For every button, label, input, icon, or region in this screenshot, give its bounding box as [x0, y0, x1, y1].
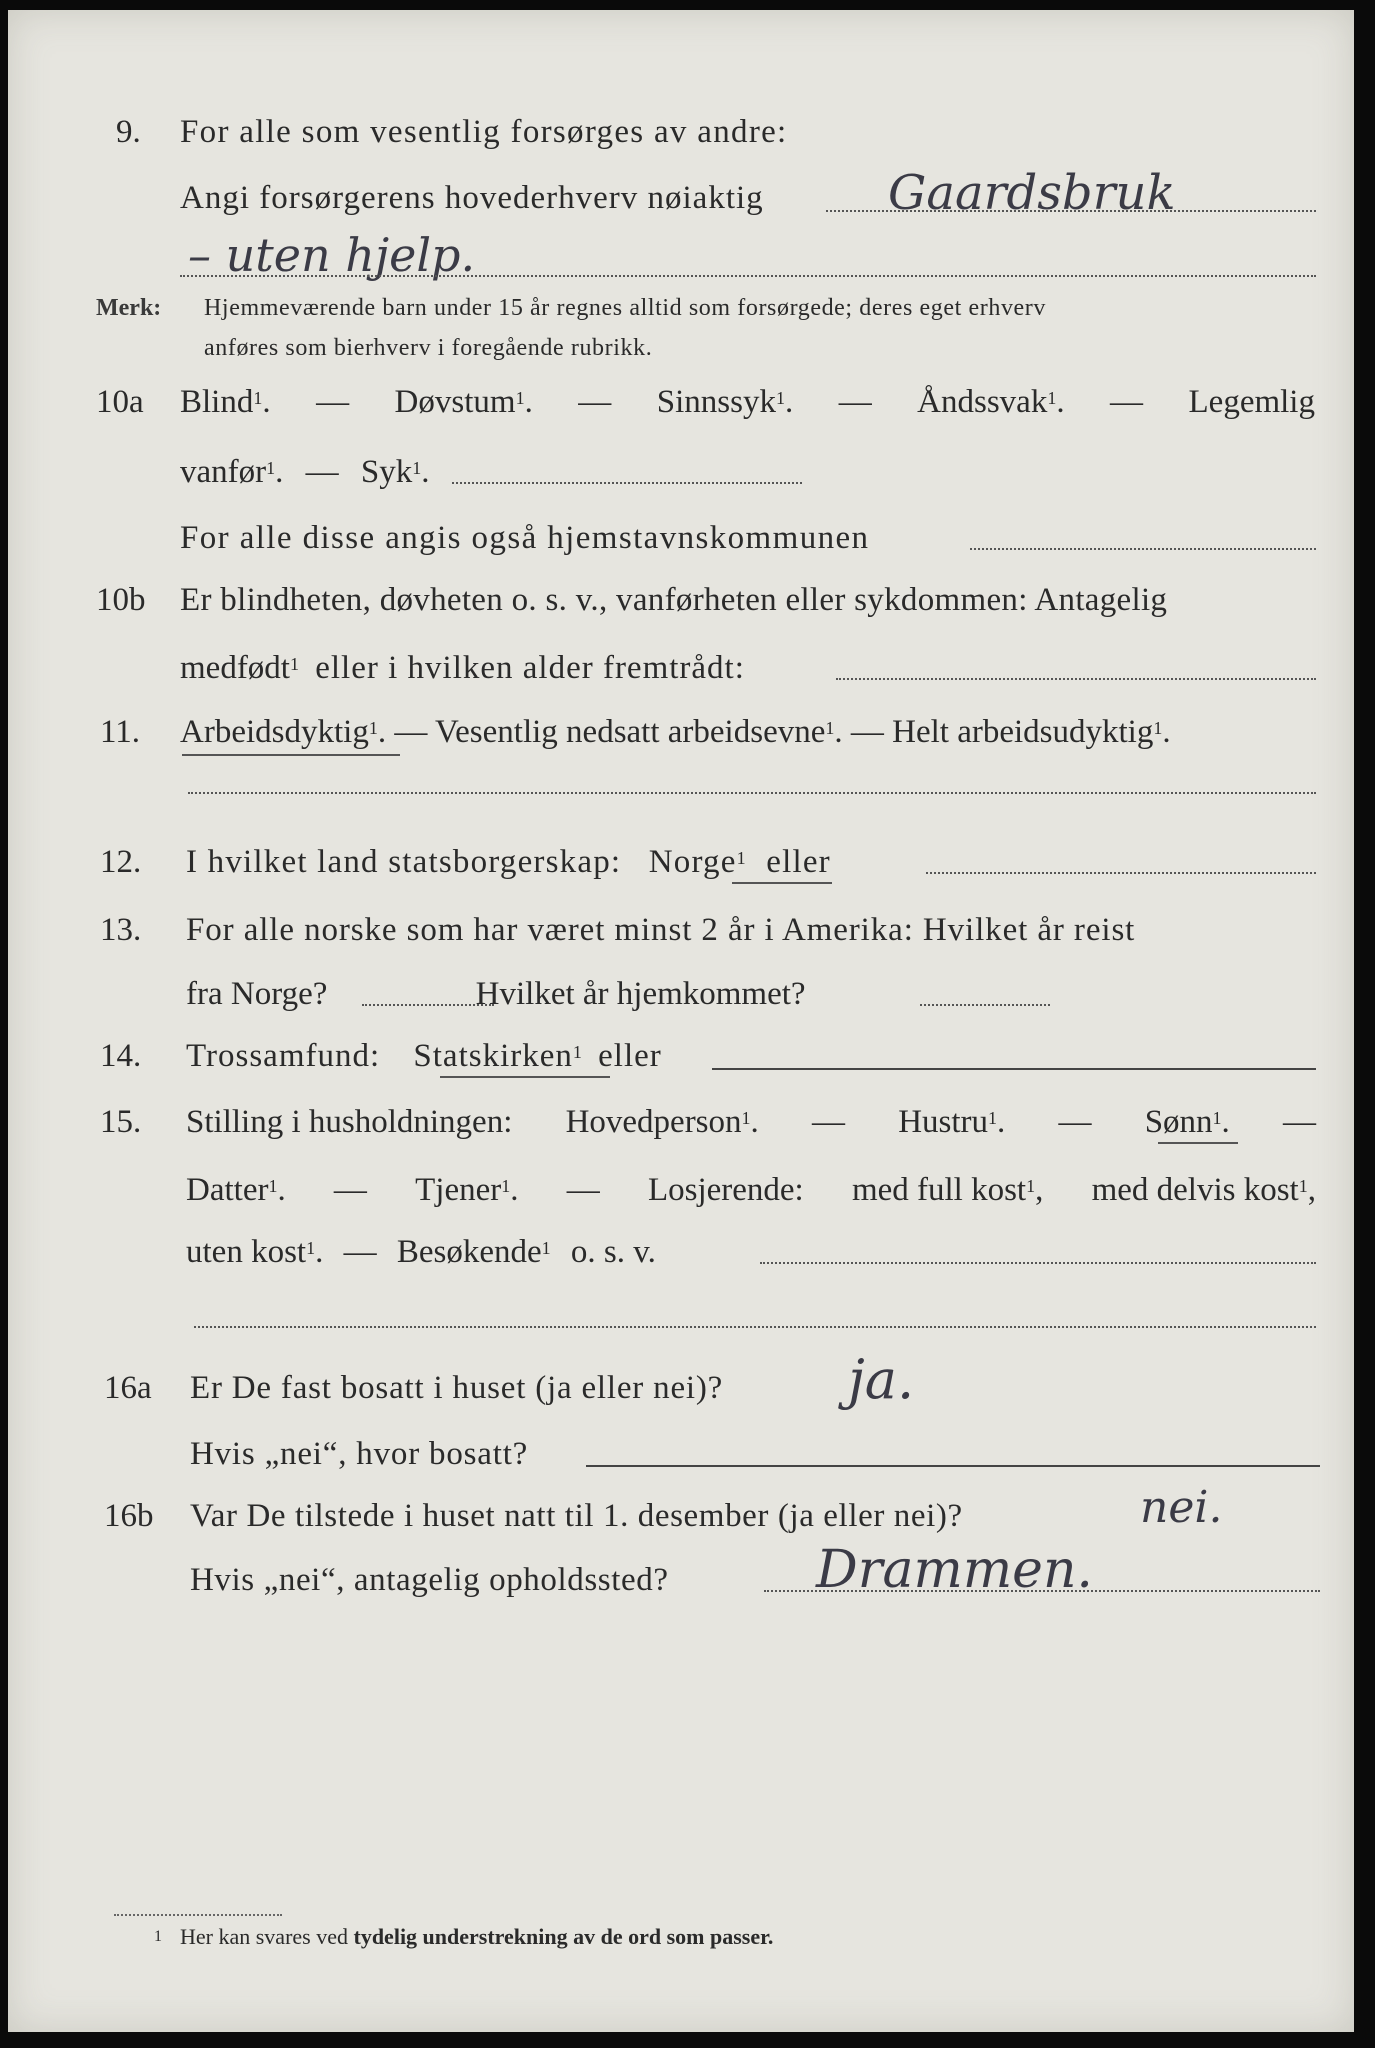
q16a-answer-line — [586, 1465, 1320, 1467]
q10b-line2-text: eller i hvilken alder fremtrådt: — [315, 650, 745, 686]
q9-handwritten-occupation: Gaardsbruk — [888, 165, 1176, 221]
q10b-number: 10b — [96, 582, 146, 618]
q10a-answer-line — [452, 482, 802, 484]
q9-answer-line-2 — [180, 275, 1316, 277]
q13-reist-answer-line — [362, 1004, 494, 1006]
q16b-handwritten-place: Drammen. — [816, 1540, 1093, 1600]
footnote-text — [180, 1922, 773, 1952]
q16a-line2: Hvis „nei“, hvor bosatt? — [190, 1436, 529, 1472]
q15-answer-line — [760, 1262, 1316, 1264]
q10a-options-line2: vanfør$^1$. — Syk$^1$. — [180, 454, 430, 490]
q16b-number: 16b — [104, 1498, 154, 1534]
option-uten-kost[interactable]: uten kost$^1$. — [186, 1234, 324, 1270]
underline-arbeidsdyktig — [182, 754, 400, 756]
q14-tail: eller — [598, 1038, 662, 1074]
q15-line3: uten kost$^1$. — Besøkende$^1$ o. s. v. — [186, 1234, 656, 1270]
q13-number: 13. — [100, 912, 142, 948]
q9-line1: For alle som vesentlig forsørges av andre: — [180, 114, 788, 150]
q15-number: 15. — [100, 1104, 142, 1140]
footnote-text-a: Her kan svares ved — [180, 1924, 348, 1949]
q11-options: Arbeidsdyktig$^1$. — Vesentlig nedsatt arbeidsevne$^1$. — Helt arbeidsudyktig$^1$. — [180, 714, 1171, 750]
underline-statskirken — [440, 1076, 610, 1078]
option-hustru[interactable]: Hustru$^1$. — [898, 1104, 1006, 1140]
q11-answer-line — [188, 792, 1316, 794]
q13-hjemkommet-answer-line — [920, 1004, 1050, 1006]
q13-line2 — [186, 974, 806, 1014]
option-dovstum[interactable]: Døvstum$^1$. — [394, 384, 533, 420]
option-andssvak[interactable]: Åndssvak$^1$. — [917, 384, 1065, 420]
footnote-divider — [114, 1914, 282, 1916]
q9-handwritten-note: – uten hjelp. — [188, 228, 476, 282]
option-legemlig[interactable]: Legemlig — [1188, 384, 1315, 420]
q10a-answer-line-2 — [970, 548, 1316, 550]
merk-label: Merk: — [96, 295, 162, 321]
underline-sonn — [1158, 1142, 1238, 1144]
option-sonn[interactable]: Sønn$^1$. — [1144, 1104, 1230, 1140]
q11-number: 11. — [100, 714, 141, 750]
q13-reist-label: fra Norge? — [186, 976, 328, 1012]
footnote-mark: 1 — [154, 1928, 162, 1945]
option-sinnssyk[interactable]: Sinnssyk$^1$. — [656, 384, 794, 420]
option-tjener[interactable]: Tjener$^1$. — [415, 1172, 519, 1208]
q13-hjemkommet-label: Hvilket år hjemkommet? — [475, 976, 806, 1012]
merk-line1: Hjemmeværende barn under 15 år regnes alltid som forsørgede; deres eget erhverv — [204, 295, 1047, 321]
option-norge[interactable]: Norge — [648, 844, 737, 880]
option-vanfor[interactable]: vanfør$^1$. — [180, 454, 284, 490]
option-full-kost[interactable]: med full kost$^1$, — [851, 1172, 1044, 1208]
q15-answer-line-2 — [194, 1326, 1316, 1328]
q16a-line1: Er De fast bosatt i huset (ja eller nei)? — [190, 1370, 724, 1406]
option-medfodt[interactable]: medfødt — [180, 650, 290, 686]
q10b-line2: medfødt$^1$ eller i hvilken alder fremtrådt: — [180, 650, 745, 686]
q14-answer-line — [712, 1068, 1316, 1070]
merk-line2: anføres som bierhverv i foregående rubrikk. — [204, 335, 653, 361]
q14-line: Trossamfund: Statskirken$^1$ eller — [186, 1038, 662, 1074]
footnote-text-b: tydelig understrekning av de ord som passer. — [353, 1924, 774, 1949]
underline-norge — [732, 882, 832, 884]
q16b-line2: Hvis „nei“, antagelig opholdssted? — [190, 1562, 669, 1598]
option-statskirken[interactable]: Statskirken — [413, 1038, 573, 1074]
losjerende-label: Losjerende: — [647, 1172, 804, 1208]
census-form-page — [8, 10, 1354, 2032]
q13-line1: For alle norske som har været minst 2 år i Amerika: Hvilket år reist — [186, 912, 1136, 948]
option-datter[interactable]: Datter$^1$. — [186, 1172, 286, 1208]
q16b-line1: Var De tilstede i huset natt til 1. desember (ja eller nei)? — [190, 1498, 963, 1534]
q10a-number: 10a — [96, 384, 144, 420]
q15-label: Stilling i husholdningen: — [186, 1104, 513, 1140]
q16b-handwritten-answer: nei. — [1140, 1482, 1223, 1533]
q12-answer-line — [926, 872, 1316, 874]
q16b-answer-line — [764, 1590, 1320, 1592]
q15-line2: Datter$^1$. — Tjener$^1$. — Losjerende: med full kost$^1$, med delvis kost$^1$, — [186, 1172, 1316, 1208]
option-syk[interactable]: Syk$^1$. — [360, 454, 430, 490]
q15-osv: o. s. v. — [570, 1234, 656, 1270]
option-helt-arbeidsudyktig[interactable]: Helt arbeidsudyktig — [892, 714, 1154, 750]
q16a-handwritten-answer: ja. — [848, 1348, 915, 1411]
q9-line2: Angi forsørgerens hovederhverv nøiaktig — [180, 180, 764, 216]
option-besokende[interactable]: Besøkende$^1$ — [396, 1234, 551, 1270]
q12-line: I hvilket land statsborgerskap: Norge$^1$ eller — [186, 844, 831, 880]
q14-number: 14. — [100, 1038, 142, 1074]
q12-number: 12. — [100, 844, 142, 880]
q10b-line1: Er blindheten, døvheten o. s. v., vanførheten eller sykdommen: Antagelig — [180, 582, 1168, 618]
q16a-number: 16a — [104, 1370, 152, 1406]
option-vesentlig-nedsatt[interactable]: Vesentlig nedsatt arbeidsevne — [434, 714, 826, 750]
q14-text: Trossamfund: — [186, 1038, 381, 1074]
q12-tail: eller — [766, 844, 831, 880]
option-arbeidsdyktig[interactable]: Arbeidsdyktig — [180, 714, 369, 750]
option-delvis-kost[interactable]: med delvis kost$^1$, — [1091, 1172, 1316, 1208]
option-blind[interactable]: Blind$^1$. — [180, 384, 271, 420]
q15-line1: Stilling i husholdningen: Hovedperson$^1$. — Hustru$^1$. — Sønn$^1$. — — [186, 1104, 1316, 1140]
q10a-options-line1: Blind$^1$. — Døvstum$^1$. — Sinnssyk$^1$. — Åndssvak$^1$. — Legemlig — [180, 384, 1315, 420]
option-hovedperson[interactable]: Hovedperson$^1$. — [565, 1104, 759, 1140]
q10b-answer-line — [836, 678, 1316, 680]
q10a-line3: For alle disse angis også hjemstavnskommunen — [180, 520, 870, 556]
q12-text: I hvilket land statsborgerskap: — [186, 844, 622, 880]
q9-number: 9. — [116, 114, 141, 150]
